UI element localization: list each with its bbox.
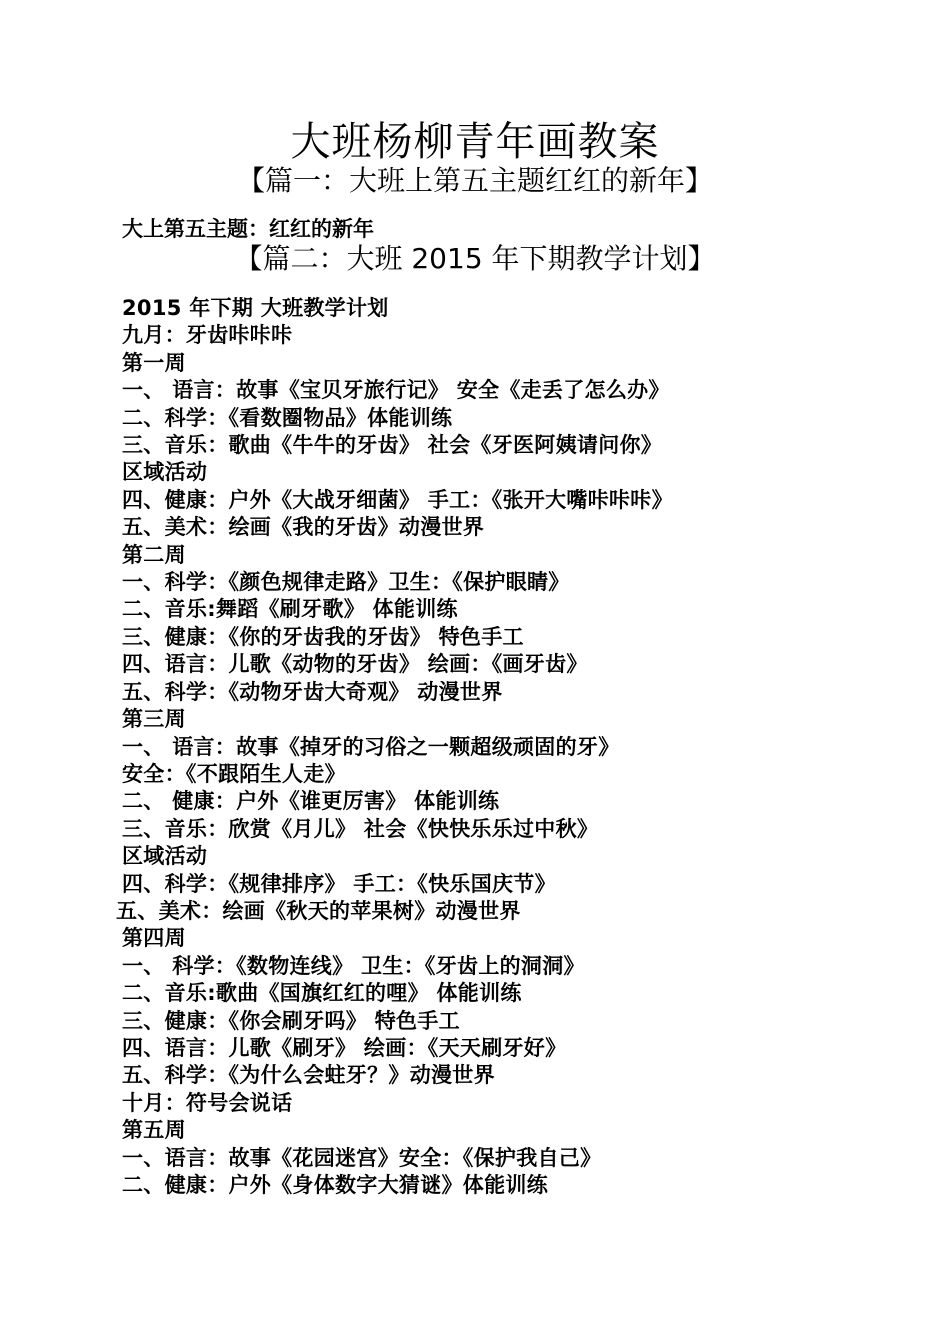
- plan-line: 九月：牙齿咔咔咔: [122, 323, 293, 348]
- plan-line: 四、语言：儿歌《动物的牙齿》 绘画：《画牙齿》: [122, 652, 588, 677]
- plan-line: 区域活动: [122, 844, 208, 869]
- plan-line: 二、 健康：户外《谁更厉害》 体能训练: [122, 789, 500, 814]
- plan-line: 五、科学：《动物牙齿大奇观》 动漫世界: [122, 679, 503, 704]
- plan-line: 安全：《不跟陌生人走》: [122, 761, 346, 786]
- plan-line: 第二周: [122, 542, 186, 567]
- plan-line: 三、音乐：欣赏《月儿》 社会《快快乐乐过中秋》: [122, 816, 599, 841]
- plan-line: 三、健康：《你的牙齿我的牙齿》 特色手工: [122, 624, 524, 649]
- plan-line: 一、语言：故事《花园迷宫》安全：《保护我自己》: [122, 1145, 602, 1170]
- plan-line: 四、健康：户外《大战牙细菌》 手工：《张开大嘴咔咔咔》: [122, 487, 673, 512]
- plan-line: 区域活动: [122, 460, 208, 485]
- plan-line: 一、 语言：故事《掉牙的习俗之一颗超级顽固的牙》: [122, 734, 620, 759]
- plan-line: 五、美术：绘画《我的牙齿》动漫世界: [122, 515, 485, 540]
- plan-line: 一、 科学：《数物连线》 卫生：《牙齿上的洞洞》: [122, 953, 585, 978]
- plan-line: 一、科学：《颜色规律走路》卫生：《保护眼睛》: [122, 570, 570, 595]
- plan-line: 三、音乐：歌曲《牛牛的牙齿》 社会《牙医阿姨请问你》: [122, 433, 663, 458]
- document-title: 大班杨柳青年画教案: [290, 119, 660, 165]
- plan-line: 二、音乐:歌曲《国旗红红的哩》 体能训练: [122, 981, 522, 1006]
- plan-line: 二、科学：《看数圈物品》体能训练: [122, 405, 453, 430]
- plan-line: 四、科学：《规律排序》 手工：《快乐国庆节》: [122, 871, 556, 896]
- plan-line: 第五周: [122, 1118, 186, 1143]
- section-heading-1: 【篇一：大班上第五主题红红的新年】: [236, 164, 713, 197]
- plan-line: 第三周: [122, 707, 186, 732]
- plan-line: 五、科学：《为什么会蛀牙？》动漫世界: [122, 1063, 495, 1088]
- plan-line: 二、音乐:舞蹈《刷牙歌》 体能训练: [122, 597, 458, 622]
- plan-line: 一、 语言：故事《宝贝牙旅行记》 安全《走丢了怎么办》: [122, 378, 670, 403]
- plan-line: 十月：符号会说话: [122, 1090, 293, 1115]
- teaching-plan-list: [116, 295, 673, 1199]
- plan-line: 三、健康：《你会刷牙吗》 特色手工: [122, 1008, 460, 1033]
- section-heading-2: 【篇二：大班 2015 年下期教学计划】: [234, 242, 716, 275]
- plan-line: 第四周: [122, 926, 186, 951]
- plan-line: 二、健康：户外《身体数字大猜谜》体能训练: [122, 1173, 548, 1197]
- plan-line: 四、语言：儿歌《刷牙》 绘画：《天天刷牙好》: [122, 1035, 567, 1060]
- plan-line: 第一周: [122, 350, 186, 375]
- plan-line: 2015 年下期 大班教学计划: [122, 296, 389, 320]
- theme-line: 大上第五主题：红红的新年: [122, 217, 374, 241]
- plan-line: 五、美术：绘画《秋天的苹果树》动漫世界: [116, 898, 521, 923]
